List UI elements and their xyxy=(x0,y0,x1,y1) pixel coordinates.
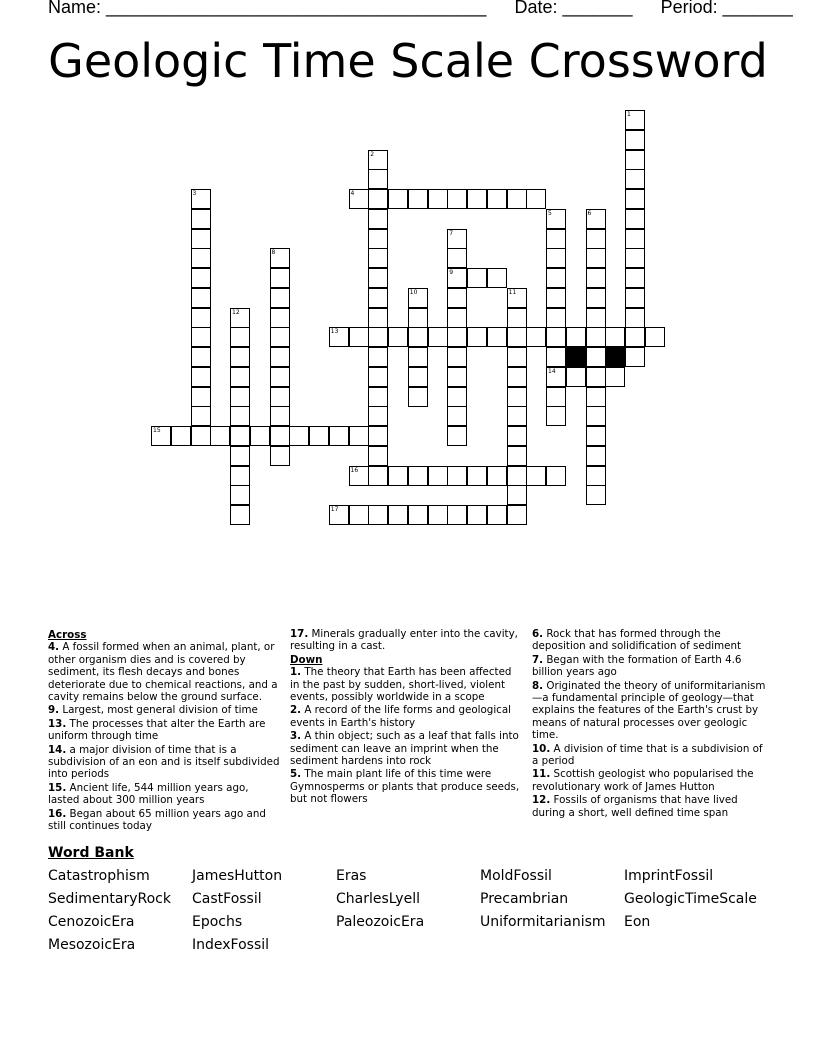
crossword-cell[interactable] xyxy=(191,209,211,229)
crossword-cell[interactable] xyxy=(388,466,408,486)
crossword-cell[interactable] xyxy=(368,505,388,525)
clue-number: 7 xyxy=(449,229,454,237)
clue-number: 14 xyxy=(548,367,556,375)
clue-across-15: 15. Ancient life, 544 million years ago, lasted about 300 million years xyxy=(48,781,249,807)
crossword-cell[interactable] xyxy=(546,308,566,328)
crossword-cell[interactable] xyxy=(191,347,211,367)
word-bank-title: Word Bank xyxy=(48,845,134,861)
clue-number: 9 xyxy=(449,269,454,276)
crossword-cell[interactable] xyxy=(191,308,211,328)
crossword-cell[interactable] xyxy=(368,426,388,446)
crossword-cell[interactable] xyxy=(230,426,250,446)
crossword-cell[interactable] xyxy=(368,367,388,387)
crossword-cell[interactable] xyxy=(546,209,566,229)
crossword-cell[interactable] xyxy=(586,485,606,505)
clue-down-6: 6. Rock that has formed through the deposition and solidification of sediment xyxy=(532,628,742,653)
crossword-cell[interactable] xyxy=(230,446,250,466)
crossword-cell[interactable] xyxy=(625,268,645,288)
clue-number: 6 xyxy=(587,209,592,217)
crossword-cell[interactable] xyxy=(408,327,428,347)
crossword-cell[interactable] xyxy=(546,466,566,486)
crossword-cell[interactable] xyxy=(487,466,507,486)
black-cell xyxy=(566,347,586,367)
crossword-cell[interactable] xyxy=(230,367,250,387)
word-bank-item: Precambrian xyxy=(480,891,569,907)
clue-number: 10 xyxy=(409,288,418,296)
crossword-cell[interactable] xyxy=(546,268,566,288)
clue-across-9: 9. Largest, most general division of time xyxy=(48,704,258,717)
crossword-cell[interactable] xyxy=(467,189,487,209)
crossword-cell[interactable] xyxy=(586,248,606,268)
crossword-cell[interactable] xyxy=(368,406,388,426)
clue-down-3: 3. A thin object; such as a leaf that falls into sediment can leave an imprint when the sediment hardens into rock xyxy=(290,730,519,768)
crossword-cell[interactable] xyxy=(507,426,527,446)
word-bank-item: GeologicTimeScale xyxy=(624,891,757,907)
crossword-cell[interactable] xyxy=(388,327,408,347)
crossword-cell[interactable] xyxy=(546,248,566,268)
crossword-cell[interactable] xyxy=(447,189,467,209)
crossword-cell[interactable] xyxy=(349,466,369,486)
crossword-cell[interactable] xyxy=(368,268,388,288)
crossword-cell[interactable] xyxy=(428,505,448,525)
crossword-cell[interactable] xyxy=(191,367,211,387)
crossword-cell[interactable] xyxy=(507,347,527,367)
crossword-cell[interactable] xyxy=(428,466,448,486)
crossword-cell[interactable] xyxy=(408,347,428,367)
clues-column-3 xyxy=(532,628,768,820)
crossword-cell[interactable] xyxy=(447,406,467,426)
clue-across-16: 16. Began about 65 million years ago and still continues today xyxy=(48,807,266,833)
clue-across-17: 17. Minerals gradually enter into the cavity, resulting in a cast. xyxy=(290,628,518,653)
crossword-cell[interactable] xyxy=(625,248,645,268)
word-bank-item: Catastrophism xyxy=(48,868,150,884)
clue-number: 4 xyxy=(350,190,355,197)
crossword-cell[interactable] xyxy=(270,327,290,347)
crossword-cell[interactable] xyxy=(586,466,606,486)
clues-column-2 xyxy=(290,628,522,807)
crossword-cell[interactable] xyxy=(408,189,428,209)
crossword-cell[interactable] xyxy=(447,229,467,249)
crossword-cell[interactable] xyxy=(625,308,645,328)
word-bank xyxy=(48,866,788,955)
clue-number: 13 xyxy=(330,328,339,336)
crossword-cell[interactable] xyxy=(309,426,329,446)
crossword-cell[interactable] xyxy=(270,446,290,466)
clue-across-14: 14. a major division of time that is a subdivision of an eon and is itself subdivided into periods xyxy=(48,743,280,781)
crossword-cell[interactable] xyxy=(586,327,606,347)
crossword-cell[interactable] xyxy=(625,327,645,347)
word-bank-item: SedimentaryRock xyxy=(48,891,171,907)
crossword-cell[interactable] xyxy=(368,327,388,347)
crossword-cell[interactable] xyxy=(368,347,388,367)
word-bank-item: PaleozoicEra xyxy=(336,914,425,930)
crossword-cell[interactable] xyxy=(467,505,487,525)
crossword-cell[interactable] xyxy=(507,327,527,347)
clue-down-1: 1. The theory that Earth has been affected in the past by sudden, short-lived, violent events, possibly worldwide in a scope xyxy=(290,666,512,704)
crossword-cell[interactable] xyxy=(349,327,369,347)
word-bank-item: CenozoicEra xyxy=(48,914,135,930)
crossword-cell[interactable] xyxy=(507,367,527,387)
crossword-cell[interactable] xyxy=(507,288,527,308)
crossword-cell[interactable] xyxy=(270,367,290,387)
crossword-cell[interactable] xyxy=(329,505,349,525)
clue-down-12: 12. Fossils of organisms that have lived during a short, well defined time span xyxy=(532,794,738,819)
crossword-cell[interactable] xyxy=(507,466,527,486)
crossword-cell[interactable] xyxy=(507,406,527,426)
crossword-cell[interactable] xyxy=(230,485,250,505)
crossword-cell[interactable] xyxy=(625,209,645,229)
crossword-cell[interactable] xyxy=(467,327,487,347)
crossword-cell[interactable] xyxy=(546,327,566,347)
crossword-cell[interactable] xyxy=(507,505,527,525)
crossword-cell[interactable] xyxy=(586,347,606,367)
crossword-cell[interactable] xyxy=(191,268,211,288)
crossword-cell[interactable] xyxy=(487,327,507,347)
crossword-cell[interactable] xyxy=(447,248,467,268)
crossword-cell[interactable] xyxy=(467,466,487,486)
crossword-cell[interactable] xyxy=(566,327,586,347)
crossword-cell[interactable] xyxy=(368,248,388,268)
clue-across-13: 13. The processes that alter the Earth are uniform through time xyxy=(48,717,266,743)
crossword-cell[interactable] xyxy=(586,406,606,426)
crossword-cell[interactable] xyxy=(191,406,211,426)
crossword-cell[interactable] xyxy=(487,505,507,525)
crossword-cell[interactable] xyxy=(605,327,625,347)
clue-number: 3 xyxy=(192,190,197,197)
crossword-cell[interactable] xyxy=(191,189,211,209)
crossword-cell[interactable] xyxy=(408,387,428,407)
crossword-cell[interactable] xyxy=(625,169,645,189)
crossword-cell[interactable] xyxy=(586,229,606,249)
word-bank-item: Eon xyxy=(624,914,651,930)
crossword-cell[interactable] xyxy=(447,347,467,367)
crossword-cell[interactable] xyxy=(191,327,211,347)
crossword-cell[interactable] xyxy=(507,387,527,407)
crossword-cell[interactable] xyxy=(368,209,388,229)
crossword-cell[interactable] xyxy=(151,426,171,446)
crossword-cell[interactable] xyxy=(270,248,290,268)
crossword-cell[interactable] xyxy=(368,229,388,249)
word-bank-item: JamesHutton xyxy=(192,868,283,884)
crossword-cell[interactable] xyxy=(625,189,645,209)
word-bank-item: ImprintFossil xyxy=(624,868,714,884)
crossword-cell[interactable] xyxy=(191,387,211,407)
clue-across-4: 4. A fossil formed when an animal, plant, or other organism dies and is covered by sediment, its flesh decays and bones deteriorate due to chemical reactions, and a cavity remains below the ground surface. xyxy=(48,641,278,704)
word-bank-item: MesozoicEra xyxy=(48,937,136,953)
crossword-cell[interactable] xyxy=(447,426,467,446)
crossword-cell[interactable] xyxy=(447,288,467,308)
down-heading: Down xyxy=(290,653,323,666)
crossword-cell[interactable] xyxy=(270,288,290,308)
clue-number: 15 xyxy=(153,427,161,434)
crossword-cell[interactable] xyxy=(586,308,606,328)
word-bank-item: MoldFossil xyxy=(480,868,552,884)
crossword-cell[interactable] xyxy=(546,406,566,426)
crossword-cell[interactable] xyxy=(270,406,290,426)
crossword-cell[interactable] xyxy=(625,229,645,249)
crossword-cell[interactable] xyxy=(586,426,606,446)
crossword-cell[interactable] xyxy=(507,189,527,209)
crossword-cell[interactable] xyxy=(329,426,349,446)
crossword-cell[interactable] xyxy=(191,288,211,308)
clue-number: 2 xyxy=(370,150,375,158)
word-bank-item: Uniformitarianism xyxy=(480,914,606,930)
clue-down-7: 7. Began with the formation of Earth 4.6 billion years ago xyxy=(532,653,742,679)
crossword-cell[interactable] xyxy=(329,327,349,347)
crossword-cell[interactable] xyxy=(546,347,566,367)
crossword-cell[interactable] xyxy=(270,426,290,446)
crossword-cell[interactable] xyxy=(546,367,566,387)
crossword-cell[interactable] xyxy=(349,189,369,209)
crossword-cell[interactable] xyxy=(368,308,388,328)
crossword-cell[interactable] xyxy=(447,387,467,407)
crossword-cell[interactable] xyxy=(171,426,191,446)
crossword-cell[interactable] xyxy=(230,505,250,525)
crossword-cell[interactable] xyxy=(586,387,606,407)
crossword-cell[interactable] xyxy=(428,189,448,209)
crossword-cell[interactable] xyxy=(586,288,606,308)
word-bank-item: Epochs xyxy=(192,914,243,930)
crossword-cell[interactable] xyxy=(605,367,625,387)
clue-number: 16 xyxy=(350,466,359,474)
clue-down-10: 10. A division of time that is a subdivision of a period xyxy=(532,742,763,768)
crossword-cell[interactable] xyxy=(526,189,546,209)
crossword-cell[interactable] xyxy=(546,229,566,249)
crossword-cell[interactable] xyxy=(428,327,448,347)
crossword-cell[interactable] xyxy=(507,446,527,466)
crossword-cell[interactable] xyxy=(368,288,388,308)
period-field[interactable]: Period: _______ xyxy=(660,0,793,17)
crossword-cell[interactable] xyxy=(349,505,369,525)
crossword-cell[interactable] xyxy=(289,426,309,446)
black-cell xyxy=(605,347,625,367)
crossword-cell[interactable] xyxy=(368,169,388,189)
clue-number: 17 xyxy=(330,506,339,513)
crossword-cell[interactable] xyxy=(625,347,645,367)
crossword-cell[interactable] xyxy=(447,327,467,347)
clue-number: 5 xyxy=(548,209,552,217)
crossword-cell[interactable] xyxy=(368,446,388,466)
crossword-cell[interactable] xyxy=(546,288,566,308)
clue-number: 11 xyxy=(508,288,517,296)
crossword-cell[interactable] xyxy=(270,347,290,367)
crossword-cell[interactable] xyxy=(507,308,527,328)
crossword-cell[interactable] xyxy=(388,189,408,209)
clues-column-1 xyxy=(48,628,280,834)
word-bank-item: CharlesLyell xyxy=(336,891,420,907)
clue-down-5: 5. The main plant life of this time were Gymnosperms or plants that produce seeds, but not flowers xyxy=(290,768,520,806)
clue-down-8: 8. Originated the theory of uniformitarianism—a fundamental principle of geology—that explains the features of the Earth's crust by means of natural processes over geologic time. xyxy=(532,679,766,742)
crossword-cell[interactable] xyxy=(447,367,467,387)
across-heading: Across xyxy=(48,629,87,641)
crossword-cell[interactable] xyxy=(487,268,507,288)
crossword-cell[interactable] xyxy=(408,308,428,328)
crossword-cell[interactable] xyxy=(408,466,428,486)
crossword-cell[interactable] xyxy=(447,466,467,486)
crossword-cell[interactable] xyxy=(270,308,290,328)
crossword-cell[interactable] xyxy=(487,189,507,209)
crossword-cell[interactable] xyxy=(447,308,467,328)
crossword-cell[interactable] xyxy=(368,387,388,407)
crossword-cell[interactable] xyxy=(586,367,606,387)
crossword-cell[interactable] xyxy=(566,367,586,387)
crossword-cell[interactable] xyxy=(191,229,211,249)
crossword-cell[interactable] xyxy=(467,268,487,288)
crossword-cell[interactable] xyxy=(625,150,645,170)
crossword-cell[interactable] xyxy=(270,387,290,407)
crossword-cell[interactable] xyxy=(349,426,369,446)
clue-number: 1 xyxy=(627,111,631,118)
clue-down-2: 2. A record of the life forms and geological events in Earth's history xyxy=(290,704,512,729)
date-field[interactable]: Date: _______ xyxy=(514,0,633,17)
crossword-cell[interactable] xyxy=(625,110,645,130)
word-bank-item: IndexFossil xyxy=(192,937,270,953)
crossword-cell[interactable] xyxy=(447,505,467,525)
crossword-cell[interactable] xyxy=(368,189,388,209)
crossword-cell[interactable] xyxy=(645,327,665,347)
crossword-cell[interactable] xyxy=(230,308,250,328)
crossword-cell[interactable] xyxy=(546,387,566,407)
crossword-cell[interactable] xyxy=(408,505,428,525)
crossword-cell[interactable] xyxy=(586,268,606,288)
crossword-cell[interactable] xyxy=(586,209,606,229)
crossword-cell[interactable] xyxy=(408,288,428,308)
clue-down-11: 11. Scottish geologist who popularised the revolutionary work of James Hutton xyxy=(532,768,754,793)
crossword-cell[interactable] xyxy=(210,426,230,446)
crossword-cell[interactable] xyxy=(368,466,388,486)
crossword-cell[interactable] xyxy=(368,150,388,170)
crossword-cell[interactable] xyxy=(447,268,467,288)
crossword-cell[interactable] xyxy=(250,426,270,446)
crossword-cell[interactable] xyxy=(625,288,645,308)
crossword-cell[interactable] xyxy=(230,466,250,486)
crossword-cell[interactable] xyxy=(526,327,546,347)
crossword-cell[interactable] xyxy=(507,485,527,505)
word-bank-item: CastFossil xyxy=(192,891,262,907)
crossword-cell[interactable] xyxy=(526,466,546,486)
crossword-cell[interactable] xyxy=(625,130,645,150)
crossword-cell[interactable] xyxy=(388,505,408,525)
word-bank-item: Eras xyxy=(336,868,367,884)
crossword-cell[interactable] xyxy=(191,426,211,446)
clue-number: 8 xyxy=(271,249,276,257)
name-field[interactable]: Name: ______________________________________ xyxy=(48,0,487,17)
crossword-cell[interactable] xyxy=(270,268,290,288)
crossword-cell[interactable] xyxy=(230,406,250,426)
crossword-cell[interactable] xyxy=(230,387,250,407)
crossword-cell[interactable] xyxy=(230,347,250,367)
crossword-cell[interactable] xyxy=(408,367,428,387)
crossword-cell[interactable] xyxy=(586,446,606,466)
crossword-cell[interactable] xyxy=(191,248,211,268)
page-title: Geologic Time Scale Crossword xyxy=(48,34,768,88)
clue-number: 12 xyxy=(232,308,240,316)
crossword-cell[interactable] xyxy=(230,327,250,347)
